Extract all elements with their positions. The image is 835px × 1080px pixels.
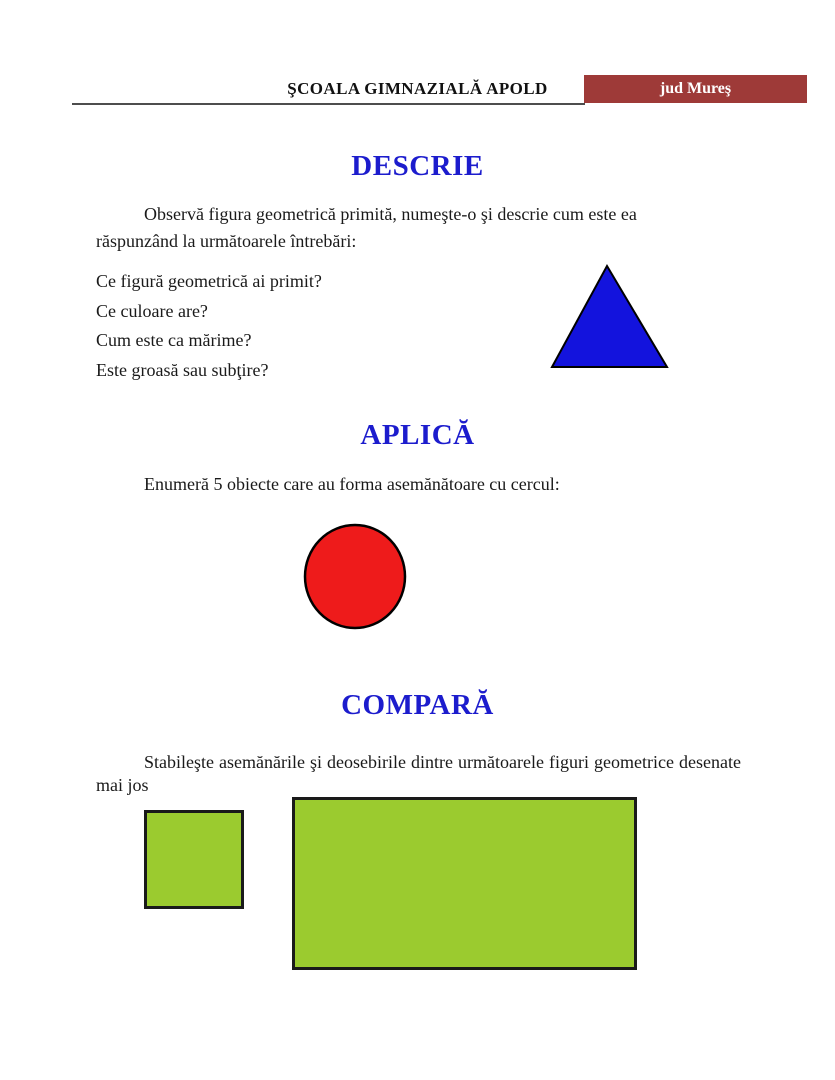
question-item: Ce figură geometrică ai primit?	[96, 271, 322, 291]
apply-task-paragraph: Enumeră 5 obiecte care au forma asemănătoare cu cercul:	[144, 474, 560, 494]
question-item: Ce culoare are?	[96, 300, 208, 321]
compare-task-paragraph: Stabileşte asemănările şi deosebirile dintre următoarele figuri geometrice desenate mai jos	[96, 752, 741, 795]
rectangle-rect	[294, 799, 636, 969]
school-name: ŞCOALA GIMNAZIALĂ APOLD	[287, 79, 548, 98]
county-badge: jud Mureş	[584, 75, 807, 103]
question-item: Cum este ca mărime?	[96, 330, 252, 350]
describe-intro-paragraph: Observă figura geometrică primită, numeşte-o şi descrie cum este ea răspunzând la următoarele întrebări:	[96, 204, 637, 251]
circle-ellipse	[305, 525, 405, 628]
header-rule	[72, 103, 585, 105]
blue-triangle-shape	[545, 258, 675, 373]
red-circle-shape	[303, 523, 407, 630]
square-rect	[146, 812, 243, 908]
triangle-polygon	[552, 266, 667, 367]
green-rectangle-shape	[292, 797, 637, 970]
question-item: Este groasă sau subţire?	[96, 359, 269, 380]
section-heading-descrie: DESCRIE	[351, 150, 484, 182]
section-heading-compara: COMPARĂ	[341, 689, 494, 721]
section-heading-aplica: APLICĂ	[360, 419, 475, 451]
green-square-shape	[144, 810, 244, 909]
describe-question-list	[96, 267, 536, 385]
